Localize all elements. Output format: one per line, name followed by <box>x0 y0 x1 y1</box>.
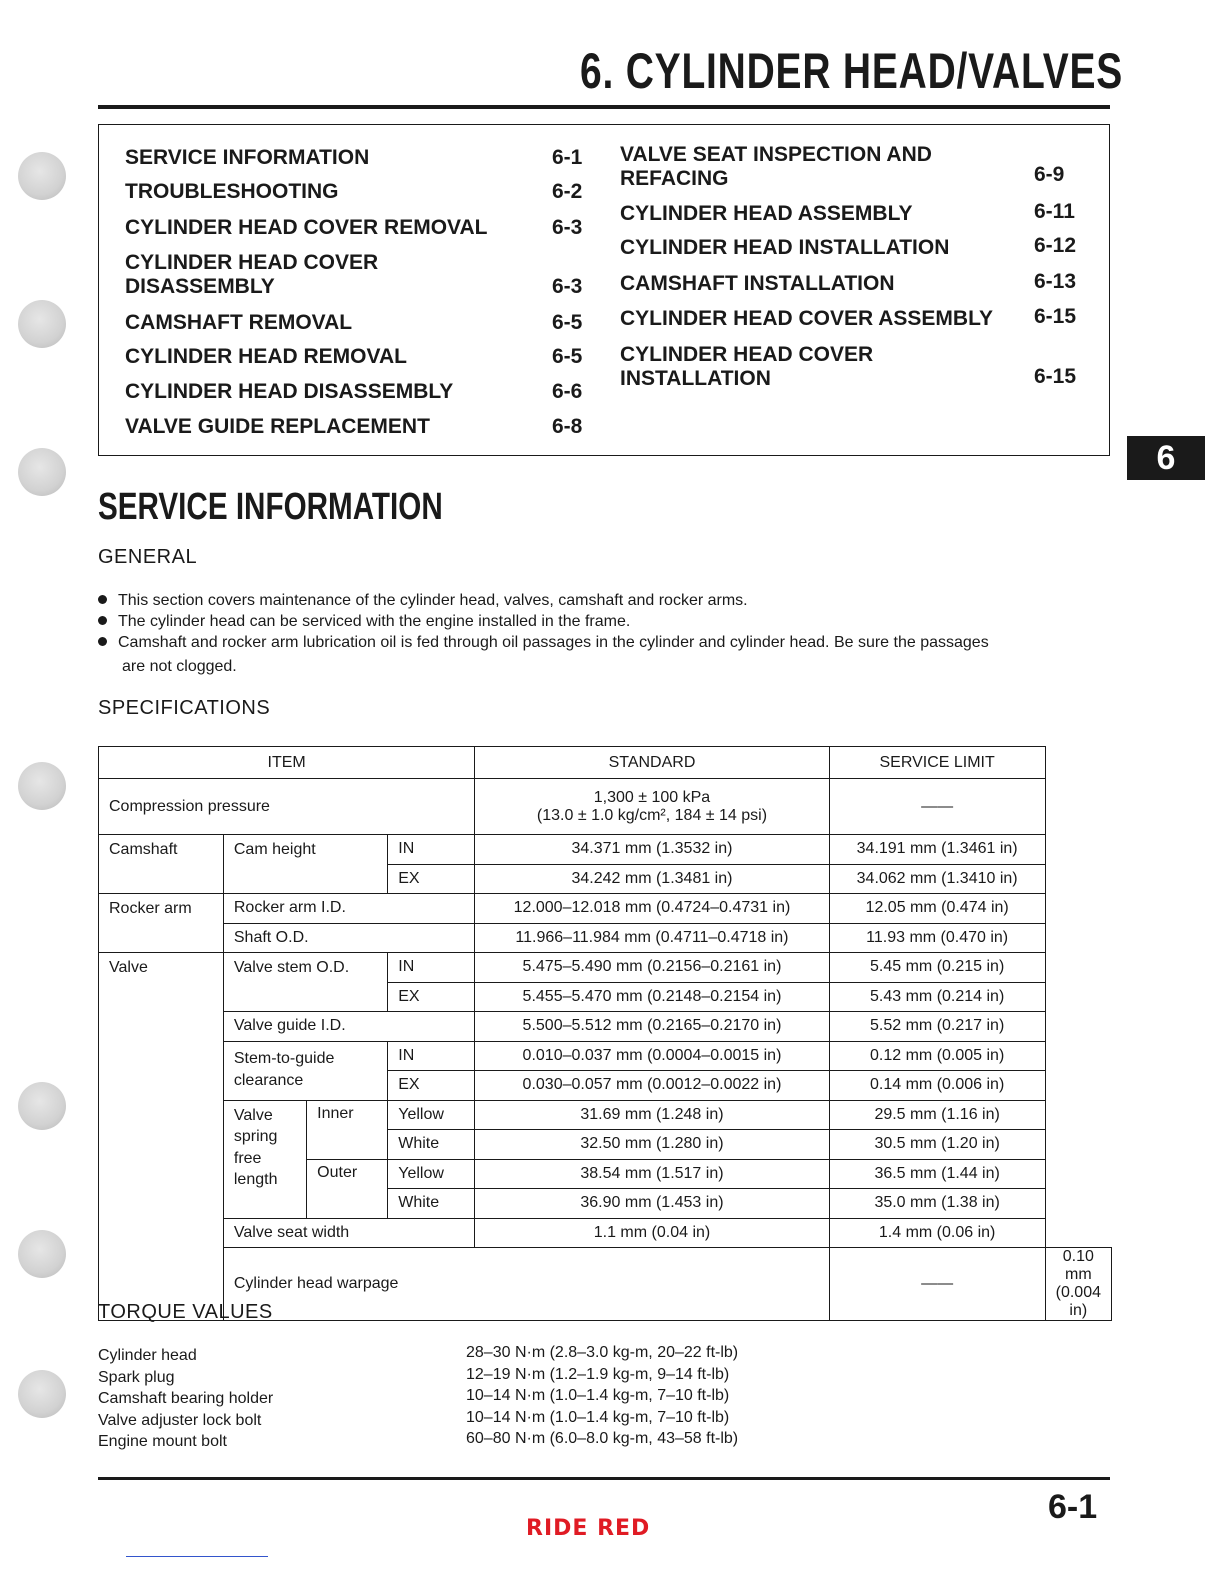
table-row: Valve guide I.D. 5.500–5.512 mm (0.2165–0.2170 in) 5.52 mm (0.217 in) <box>99 1012 1112 1042</box>
toc-entry[interactable]: VALVE SEAT INSPECTION AND <box>620 143 932 166</box>
binder-hole <box>18 1082 66 1130</box>
table-row: Outer Yellow 38.54 mm (1.517 in) 36.5 mm (1.44 in) <box>99 1159 1112 1189</box>
toc-entry[interactable]: CYLINDER HEAD INSTALLATION <box>620 236 950 259</box>
toc-page: 6-5 <box>552 311 583 334</box>
table-row: Valve Valve stem O.D. IN 5.475–5.490 mm (0.2156–0.2161 in) 5.45 mm (0.215 in) <box>99 953 1112 983</box>
subheading-torque: TORQUE VALUES <box>98 1301 273 1323</box>
toc-entry[interactable]: CYLINDER HEAD DISASSEMBLY <box>125 380 454 403</box>
title-rule <box>98 105 1110 109</box>
section-tab: 6 <box>1127 436 1205 480</box>
bullet-item: This section covers maintenance of the cylinder head, valves, camshaft and rocker arms. <box>98 590 748 612</box>
toc-page: 6-6 <box>552 380 583 403</box>
toc-entry[interactable]: CYLINDER HEAD COVER ASSEMBLY <box>620 307 993 330</box>
torque-label: Spark plug <box>98 1368 175 1386</box>
torque-labels <box>98 1345 273 1453</box>
page-number: 6-1 <box>1048 1488 1098 1526</box>
toc-entry[interactable]: TROUBLESHOOTING <box>125 180 339 203</box>
brand-logo: RIDE RED <box>526 1516 651 1541</box>
table-header <box>99 747 1112 779</box>
section-heading: SERVICE INFORMATION <box>98 486 443 528</box>
toc-entry[interactable]: CYLINDER HEAD COVER <box>125 251 379 274</box>
toc-entry[interactable]: CAMSHAFT REMOVAL <box>125 311 353 334</box>
specifications-table <box>98 746 1112 1321</box>
toc-entry[interactable]: VALVE GUIDE REPLACEMENT <box>125 415 430 438</box>
toc-entry[interactable]: CYLINDER HEAD COVER <box>620 343 874 366</box>
toc-entry[interactable]: CYLINDER HEAD REMOVAL <box>125 345 407 368</box>
toc-entry[interactable]: CYLINDER HEAD ASSEMBLY <box>620 202 913 225</box>
header-standard: STANDARD <box>475 747 829 779</box>
page-title: 6. CYLINDER HEAD/VALVES <box>580 43 1124 99</box>
toc-entry[interactable]: SERVICE INFORMATION <box>125 146 370 169</box>
bullet-icon <box>98 595 107 604</box>
table-row: Camshaft Cam height IN 34.371 mm (1.3532 in) 34.191 mm (1.3461 in) <box>99 835 1112 865</box>
bullet-continuation: are not clogged. <box>122 658 237 675</box>
header-item: ITEM <box>99 747 475 779</box>
binder-hole <box>18 1230 66 1278</box>
torque-label: Camshaft bearing holder <box>98 1390 274 1407</box>
header-service-limit: SERVICE LIMIT <box>829 747 1045 779</box>
binder-hole <box>18 300 66 348</box>
binder-hole <box>18 152 66 200</box>
bullet-icon <box>98 637 107 646</box>
table-row: EX 34.242 mm (1.3481 in) 34.062 mm (1.3410 in) <box>99 864 1112 894</box>
table-row: EX 0.030–0.057 mm (0.0012–0.0022 in) 0.14 mm (0.006 in) <box>99 1071 1112 1101</box>
toc-page: 6-13 <box>1034 270 1077 293</box>
toc-page: 6-5 <box>552 345 583 368</box>
table-row: EX 5.455–5.470 mm (0.2148–0.2154 in) 5.43 mm (0.214 in) <box>99 982 1112 1012</box>
table-row: Shaft O.D. 11.966–11.984 mm (0.4711–0.4718 in) 11.93 mm (0.470 in) <box>99 923 1112 953</box>
toc-entry-cont: INSTALLATION <box>620 367 771 390</box>
toc-page: 6-1 <box>552 146 583 169</box>
table-row: Compression pressure 1,300 ± 100 kPa (13.0 ± 1.0 kg/cm², 184 ± 14 psi) —— <box>99 779 1112 835</box>
table-row: Rocker arm Rocker arm I.D. 12.000–12.018 mm (0.4724–0.4731 in) 12.05 mm (0.474 in) <box>99 894 1112 924</box>
torque-value: 28–30 N·m (2.8–3.0 kg-m, 20–22 ft-lb) <box>466 1344 739 1361</box>
toc-entry-cont: REFACING <box>620 167 729 190</box>
subheading-general: GENERAL <box>98 546 198 568</box>
table-row: White 32.50 mm (1.280 in) 30.5 mm (1.20 in) <box>99 1130 1112 1160</box>
footer-rule <box>98 1477 1110 1480</box>
table-row: Valve seat width 1.1 mm (0.04 in) 1.4 mm (0.06 in) <box>99 1218 1112 1248</box>
link-underline[interactable] <box>126 1556 268 1557</box>
torque-value: 10–14 N·m (1.0–1.4 kg-m, 7–10 ft-lb) <box>466 1408 730 1426</box>
toc-page: 6-3 <box>552 216 583 239</box>
binder-hole <box>18 762 66 810</box>
torque-label: Cylinder head <box>98 1347 197 1364</box>
contents-box <box>98 124 1110 456</box>
toc-page: 6-11 <box>1034 200 1075 223</box>
toc-page: 6-3 <box>552 275 583 298</box>
toc-page: 6-15 <box>1034 305 1077 328</box>
torque-value: 10–14 N·m (1.0–1.4 kg-m, 7–10 ft-lb) <box>466 1387 730 1404</box>
bullet-item: The cylinder head can be serviced with the engine installed in the frame. <box>98 611 630 633</box>
toc-page: 6-15 <box>1034 365 1077 388</box>
binder-hole <box>18 448 66 496</box>
torque-label: Engine mount bolt <box>98 1433 227 1450</box>
table-row: Cylinder head warpage —— 0.10 mm (0.004 in) <box>99 1248 1112 1321</box>
torque-label: Valve adjuster lock bolt <box>98 1411 262 1429</box>
bullet-icon <box>98 616 107 625</box>
toc-entry[interactable]: CYLINDER HEAD COVER REMOVAL <box>125 216 488 239</box>
subheading-specifications: SPECIFICATIONS <box>98 697 271 719</box>
toc-page: 6-12 <box>1034 234 1077 257</box>
toc-entry-cont: DISASSEMBLY <box>125 275 275 298</box>
binder-hole <box>18 1370 66 1418</box>
toc-page: 6-8 <box>552 415 583 438</box>
torque-value: 60–80 N·m (6.0–8.0 kg-m, 43–58 ft-lb) <box>466 1430 739 1447</box>
bullet-item: Camshaft and rocker arm lubrication oil is fed through oil passages in the cylinder and cylinder head. Be sure the passages <box>98 632 1112 654</box>
table-row: White 36.90 mm (1.453 in) 35.0 mm (1.38 in) <box>99 1189 1112 1219</box>
toc-entry[interactable]: CAMSHAFT INSTALLATION <box>620 272 895 295</box>
table-row: Stem-to-guide clearance IN 0.010–0.037 mm (0.0004–0.0015 in) 0.12 mm (0.005 in) <box>99 1041 1112 1071</box>
toc-page: 6-9 <box>1034 163 1065 186</box>
toc-page: 6-2 <box>552 180 583 203</box>
table-row: Valve spring free length Inner Yellow 31.69 mm (1.248 in) 29.5 mm (1.16 in) <box>99 1100 1112 1130</box>
torque-value: 12–19 N·m (1.2–1.9 kg-m, 9–14 ft-lb) <box>466 1365 730 1383</box>
torque-values <box>466 1342 738 1450</box>
